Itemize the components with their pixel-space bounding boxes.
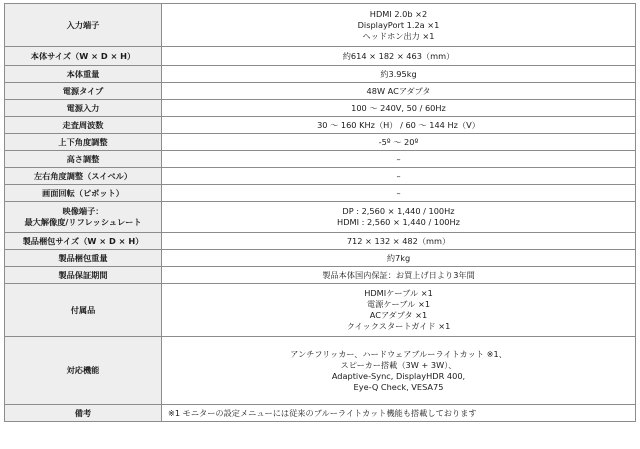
spec-label	[5, 100, 162, 117]
spec-label	[5, 134, 162, 151]
spec-label	[5, 4, 162, 47]
spec-value-line: スピーカー搭載（3W + 3W）、	[340, 359, 457, 370]
spec-value	[162, 405, 636, 422]
spec-value-line: HDMIケーブル ×1	[364, 288, 433, 298]
spec-label-line: 電源入力	[66, 102, 100, 113]
spec-label	[5, 337, 162, 405]
spec-value-line: 約614 × 182 × 463（mm）	[342, 50, 455, 61]
spec-label	[5, 66, 162, 83]
spec-row	[5, 168, 636, 185]
spec-value	[162, 284, 636, 337]
spec-label-line: 製品保証期間	[58, 269, 108, 280]
spec-label-line: 最大解像度/リフレッシュレート	[24, 217, 142, 227]
spec-row	[5, 233, 636, 250]
spec-value-line: 712 × 132 × 482（mm）	[346, 235, 451, 246]
spec-value-line: Eye-Q Check, VESA75	[353, 381, 444, 392]
spec-value-line: 100 ～ 240V, 50 / 60Hz	[351, 102, 446, 113]
spec-value	[162, 100, 636, 117]
spec-row	[5, 134, 636, 151]
spec-value	[162, 134, 636, 151]
spec-table-body	[5, 4, 636, 422]
spec-label-line: 走査周波数	[62, 119, 104, 130]
spec-label-line: 本体サイズ（W × D × H）	[30, 50, 136, 61]
spec-value	[162, 233, 636, 250]
spec-value-line: –	[396, 187, 401, 198]
spec-value	[162, 250, 636, 267]
spec-label-line: 高さ調整	[66, 153, 100, 164]
spec-row	[5, 100, 636, 117]
spec-value	[162, 337, 636, 405]
spec-row	[5, 202, 636, 233]
spec-row	[5, 66, 636, 83]
spec-row	[5, 4, 636, 47]
spec-row	[5, 267, 636, 284]
spec-label	[5, 202, 162, 233]
spec-value-line: ヘッドホン出力 ×1	[362, 30, 435, 41]
spec-value-line: ACアダプタ ×1	[369, 310, 428, 320]
spec-value	[162, 267, 636, 284]
spec-label	[5, 405, 162, 422]
spec-value-line: 製品本体国内保証：お買上げ日より3年間	[322, 269, 475, 280]
spec-label	[5, 250, 162, 267]
spec-value-line: 約7kg	[386, 252, 411, 263]
spec-row	[5, 117, 636, 134]
spec-row	[5, 151, 636, 168]
spec-label	[5, 267, 162, 284]
spec-value-line: DisplayPort 1.2a ×1	[357, 19, 440, 30]
spec-value	[162, 117, 636, 134]
spec-label	[5, 47, 162, 66]
spec-label	[5, 233, 162, 250]
spec-label-line: 付属品	[70, 304, 96, 315]
spec-label-line: 上下角度調整	[58, 136, 108, 147]
spec-row	[5, 337, 636, 405]
spec-value-line: クイックスタートガイド ×1	[346, 321, 451, 331]
spec-value	[162, 168, 636, 185]
spec-label	[5, 151, 162, 168]
spec-label-line: 製品梱包重量	[58, 252, 108, 263]
spec-value-line: –	[396, 170, 401, 181]
spec-value-line: -5º ～ 20º	[378, 136, 419, 147]
spec-value-line: 30 ～ 160 KHz（H） / 60 ～ 144 Hz（V）	[317, 119, 480, 130]
spec-label-line: 電源タイプ	[62, 85, 104, 96]
spec-label-line: 画面回転（ピボット）	[42, 187, 124, 198]
spec-row	[5, 405, 636, 422]
spec-value	[162, 47, 636, 66]
spec-row	[5, 47, 636, 66]
spec-row	[5, 185, 636, 202]
spec-value-line: アンチフリッカー、ハードウェアブルーライトカット ※1、	[290, 348, 507, 359]
spec-row	[5, 284, 636, 337]
spec-label-line: 映像端子：	[62, 206, 104, 216]
spec-table	[4, 3, 636, 422]
spec-label	[5, 83, 162, 100]
spec-value	[162, 185, 636, 202]
spec-value	[162, 83, 636, 100]
spec-label-line: 備考	[74, 407, 92, 418]
spec-value-line: Adaptive-Sync, DisplayHDR 400,	[331, 370, 466, 381]
spec-value	[162, 202, 636, 233]
spec-value-line: 48W ACアダプタ	[366, 85, 431, 96]
spec-label-line: 対応機能	[66, 365, 100, 375]
spec-value-line: 約3.95kg	[380, 68, 417, 79]
spec-value	[162, 151, 636, 168]
spec-value-line: HDMI 2.0b ×2	[369, 8, 428, 19]
spec-label	[5, 284, 162, 337]
spec-label	[5, 185, 162, 202]
spec-label	[5, 168, 162, 185]
spec-row	[5, 250, 636, 267]
spec-value-line: 電源ケーブル ×1	[366, 299, 431, 309]
spec-label-line: 製品梱包サイズ（W × D × H）	[22, 235, 144, 246]
spec-value-line: –	[396, 153, 401, 164]
spec-value-line: ※1 モニターの設定メニューには従来のブルーライトカット機能も搭載しております	[168, 407, 477, 418]
spec-label	[5, 117, 162, 134]
spec-row	[5, 83, 636, 100]
spec-label-line: 入力端子	[66, 19, 100, 30]
spec-value-line: HDMI : 2,560 × 1,440 / 100Hz	[337, 217, 460, 227]
spec-value	[162, 66, 636, 83]
spec-label-line: 本体重量	[66, 68, 100, 79]
spec-value	[162, 4, 636, 47]
spec-label-line: 左右角度調整（スイベル）	[33, 170, 133, 181]
spec-value-line: DP : 2,560 × 1,440 / 100Hz	[342, 206, 455, 216]
